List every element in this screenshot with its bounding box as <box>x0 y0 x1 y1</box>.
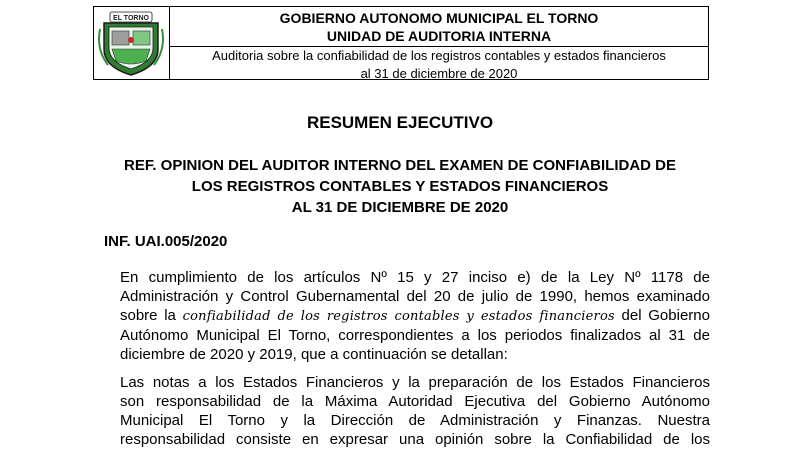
paragraph-line: son responsabilidad de la Máxima Autoridad Ejecutiva del Gobierno Autónomo <box>120 393 710 410</box>
paragraph-line: responsabilidad consiste en expresar una opinión sobre la Confiabilidad de los <box>120 431 710 448</box>
reference-line-3: AL 31 DE DICIEMBRE DE 2020 <box>291 199 509 216</box>
report-number: INF. UAI.005/2020 <box>104 233 228 250</box>
paragraph-line-mixed <box>120 306 710 326</box>
audit-date: al 31 de diciembre de 2020 <box>360 66 518 81</box>
organization-name: GOBIERNO AUTONOMO MUNICIPAL EL TORNO <box>279 10 599 26</box>
logo-text: EL TORNO <box>113 15 149 22</box>
paragraph-line: En cumplimiento de los artículos Nº 15 y 27 inciso e) de la Ley Nº 1178 de <box>120 269 710 286</box>
audit-subtitle: Auditoria sobre la confiabilidad de los registros contables y estados financieros <box>212 48 666 63</box>
text-fragment: sobre la <box>120 307 176 324</box>
paragraph-2 <box>120 373 710 449</box>
paragraph-1 <box>120 268 710 364</box>
paragraph-line: Municipal El Torno y la Dirección de Administración y Finanzas. Nuestra <box>120 412 710 429</box>
header-text <box>170 7 708 79</box>
reference-line-1: REF. OPINION DEL AUDITOR INTERNO DEL EXAMEN DE CONFIABILIDAD DE <box>124 157 676 174</box>
paragraph-line: diciembre de 2020 y 2019, que a continuación se detallan: <box>120 346 508 363</box>
header-divider <box>170 46 708 47</box>
municipal-coat-of-arms-icon <box>98 9 164 77</box>
unit-name: UNIDAD DE AUDITORIA INTERNA <box>326 28 552 44</box>
highlighted-phrase: confiabilidad de los registros contables y estados financieros <box>182 309 615 324</box>
text-fragment: del Gobierno <box>621 307 710 324</box>
reference-line-2: LOS REGISTROS CONTABLES Y ESTADOS FINANCIEROS <box>191 178 609 195</box>
paragraph-line: Autónomo Municipal El Torno, correspondientes a los periodos finalizados al 31 de <box>120 327 710 344</box>
logo-cell <box>94 7 170 79</box>
document-title: RESUMEN EJECUTIVO <box>306 113 494 132</box>
paragraph-line: Administración y Control Gubernamental del 20 de julio de 1990, hemos examinado <box>120 288 710 305</box>
document-header <box>93 6 709 80</box>
paragraph-line: Las notas a los Estados Financieros y la preparación de los Estados Financieros <box>120 374 710 391</box>
